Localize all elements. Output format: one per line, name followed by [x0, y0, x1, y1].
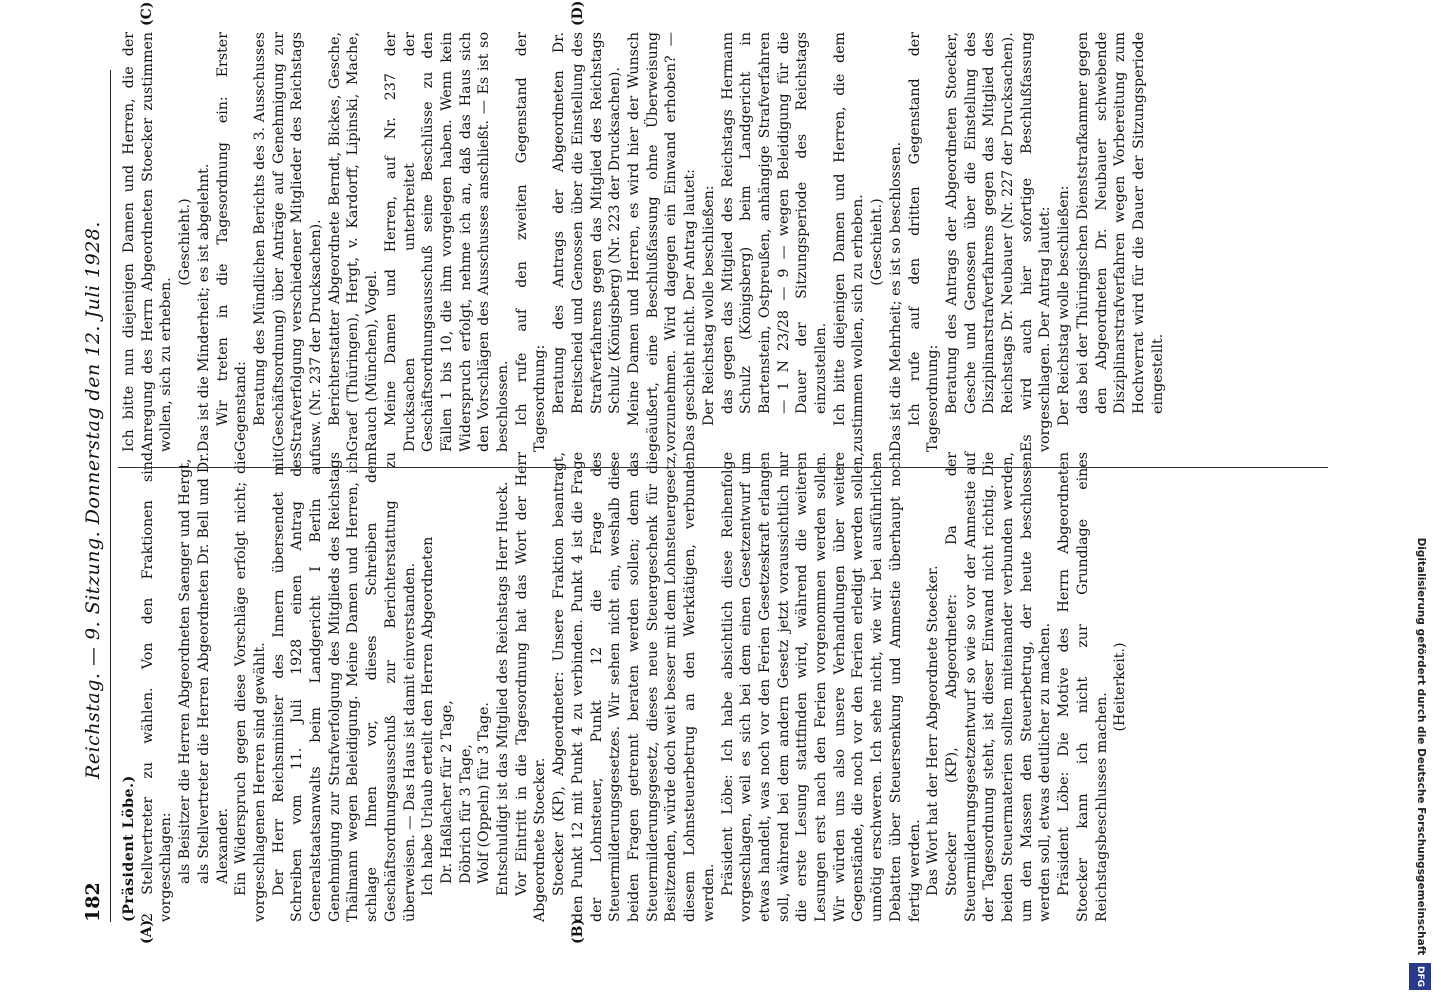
paragraph: Präsident Löbe: Ich habe absichtlich diese Reihenfolge vorgeschlagen, weil es sich bei dem einen Gesetzentwurf um etwas handelt, was noch vor den Ferien Gesetzeskraft erlangen soll, während bei dem andern Gesetz jetzt voraussichtlich nur die erste Lesung stattfinden wird, während die weiteren Lesungen erst nach den Ferien vorgenommen werden sollen. Wir würden uns also unsere Verhandlungen über weitere Gegenstände, die noch vor den Ferien erledigt werden sollen, unnötig erschweren. Ich sehe nicht, wie wir bei ausführlichen Debatten über Steuersenkung und Amnestie überhaupt noch fertig werden.: [719, 452, 923, 922]
margin-mark-d: (D): [570, 0, 586, 26]
paragraph: (Heiterkeit.): [1112, 642, 1129, 732]
paragraph: Entschuldigt ist das Mitglied des Reichstags Herr Hueck.: [495, 481, 512, 896]
paragraph: Beratung des Antrags der Abgeordneten Dr. Breitscheid und Genossen über die Einstellung des Strafverfahrens gegen das Mitglied des Reichstags Schulz (Königsberg) (Nr. 223 der Drucksachen).: [551, 32, 624, 414]
paragraph: Meine Damen und Herren, auf Nr. 237 der Drucksachen unterbreitet der Geschäftsordnungsausschuß seine Beschlüsse zu den Fällen 1 bis 10, die ihm vorgelegen haben. Wenn kein Widerspruch erfolgt, nehme ich an, daß das Haus sich den Vorschlägen des Ausschusses anschließt. — Es ist so beschlossen.: [382, 32, 512, 452]
right-column: [120, 32, 1167, 452]
margin-mark-b: (B): [570, 918, 586, 944]
paragraph: Wir treten in die Tagesordnung ein: Erster Gegenstand:: [214, 32, 250, 452]
paragraph: Berichterstatter Abgeordnete Berndt, Bickes, Gesche, Graef (Thüringen), Hergt, v. Kardorff, Lipinski, Mache, Rauch (München), Vogel.: [326, 32, 381, 452]
page-title: Reichstag. — 9. Sitzung. Donnerstag den 12. Juli 1928.: [82, 221, 104, 779]
paragraph: Meine Damen und Herren, es wird hier der Wunsch geäußert, eine Beschlußfassung ohne Überweisung vorzunehmen. Wird dagegen ein Einwand erhoben? — Das geschieht nicht. Der Antrag lautet:: [625, 32, 699, 452]
margin-mark-c: (C): [139, 1, 155, 26]
paragraph: Döbrich für 3 Tage,: [457, 744, 474, 884]
paragraph: Das ist die Minderheit; es ist abgelehnt.: [195, 163, 212, 452]
paragraph: Stoecker (KP), Abgeordneter: Unsere Fraktion beantragt, den Punkt 12 mit Punkt 4 zu verbinden. Punkt 4 ist die Frage der Lohnsteuer, Punkt 12 die Frage des Steuermilderungsgesetzes. Wir sehen nicht ein, weshalb diese beiden Fragen getrennt beraten werden sollen; denn das Steuermilderungsgesetz, dieses neue Steuergeschenk für die Besitzenden, würde doch weit besser mit dem Lohnsteuergesetz, diesem Lohnsteuerbetrug an den Werktätigen, verbunden werden.: [551, 452, 717, 922]
margin-mark-a: (A): [139, 919, 155, 944]
paragraph: (Geschieht.): [177, 198, 194, 286]
paragraph: Ich rufe auf den zweiten Gegenstand der Tagesordnung:: [513, 32, 549, 452]
paragraph: Ich bitte diejenigen Damen und Herren, die dem zustimmen wollen, sich zu erheben.: [831, 32, 867, 452]
paragraph: Beratung des Mündlichen Berichts des 3. Ausschusses (Geschäftsordnung) über Anträge auf Genehmigung zur Strafverfolgung verschiedener Mitglieder des Reichstags usw. (Nr. 237 der Drucksachen).: [251, 32, 325, 452]
paragraph: das bei der Thüringischen Dienststrafkammer gegen den Abgeordneten Dr. Neubauer schwebende Disziplinarstrafverfahren wegen Vorbereitung zum Hochverrat wird für die Dauer der Sitzungsperiode eingestellt.: [1074, 32, 1166, 414]
paragraph: Der Reichstag wolle beschließen:: [700, 185, 717, 426]
paragraph: Das ist die Mehrheit; es ist so beschlossen.: [887, 141, 904, 452]
paragraph: Vor Eintritt in die Tagesordnung hat das Wort der Herr Abgeordnete Stoecker.: [513, 452, 549, 922]
digitization-stamp: [1410, 10, 1432, 990]
dfg-logo: DFG: [1409, 963, 1431, 990]
header-rule: [110, 70, 111, 922]
paragraph: Ich rufe auf den dritten Gegenstand der Tagesordnung:: [906, 32, 942, 452]
paragraph: Der Herr Reichsminister des Innern übersendet mit Schreiben vom 11. Juli 1928 einen Antrag des Generalstaatsanwalts beim Landgericht I Berlin auf Genehmigung zur Strafverfolgung des Mitglieds des Reichstags Thälmann wegen Beleidigung. Meine Damen und Herren, ich schlage Ihnen vor, dieses Schreiben dem Geschäftsordnungsausschuß zur Berichterstattung zu überweisen. — Das Haus ist damit einverstanden.: [270, 452, 418, 922]
stamp-text: Digitalisierung gefördert durch die Deutsche Forschungsgemeinschaft: [1415, 537, 1427, 956]
paragraph: das gegen das Mitglied des Reichstags Hermann Schulz (Königsberg) beim Landgericht in Bartenstein, Ostpreußen, anhängige Strafverfahren — 1 N 23/28 — 9 — wegen Beleidigung für die Dauer der Sitzungsperiode des Reichstags einzustellen.: [719, 32, 830, 414]
page-number: 182: [82, 882, 104, 922]
paragraph: Dr. Haßlacher für 2 Tage,: [438, 700, 455, 884]
paragraph: (Präsident Löbe.): [121, 775, 137, 922]
paragraph: als Beisitzer die Herren Abgeordneten Saenger und Hergt,: [177, 458, 194, 884]
paragraph: (Geschieht.): [869, 198, 886, 286]
paragraph: Es wird auch hier sofortige Beschlußfassung vorgeschlagen. Der Antrag lautet:: [1018, 32, 1054, 452]
paragraph: Das Wort hat der Herr Abgeordnete Stoecker.: [925, 565, 942, 896]
paragraph: Stoecker (KP), Abgeordneter: Da der Steuermilderungsgesetzentwurf so wie so vor der Amnestie auf der Tagesordnung steht, ist dieser Einwand nicht richtig. Die beiden Steuermaterien sollten miteinander verbunden werden, um den Massen den Steuerbetrug, der heute beschlossen werden soll, etwas deutlicher zu machen.: [943, 452, 1054, 922]
page-header: [0, 0, 104, 1000]
paragraph: Ich habe Urlaub erteilt den Herren Abgeordneten: [420, 536, 437, 896]
paragraph: 2 Stellvertreter zu wählen. Von den Fraktionen sind vorgeschlagen:: [139, 452, 175, 922]
column-divider: [118, 467, 1328, 468]
paragraph: Wolf (Oppeln) für 3 Tage.: [476, 702, 493, 884]
paragraph: Ein Widerspruch gegen diese Vorschläge erfolgt nicht; die vorgeschlagenen Herren sind gewählt.: [233, 452, 268, 922]
left-column: [120, 452, 1130, 922]
paragraph: Ich bitte nun diejenigen Damen und Herren, die der Anregung des Herrn Abgeordneten Stoecker zustimmen wollen, sich zu erheben.: [121, 32, 175, 452]
paragraph: Der Reichstag wolle beschließen:: [1056, 185, 1073, 426]
paragraph: Präsident Löbe: Die Motive des Herrn Abgeordneten Stoecker kann ich nicht zur Grundlage eines Reichstagsbeschlusses machen.: [1056, 452, 1110, 922]
paragraph: Beratung des Antrags der Abgeordneten Stoecker, Gesche und Genossen über die Einstellung des Disziplinarstrafverfahrens gegen das Mitglied des Reichstags Dr. Neubauer (Nr. 227 der Drucksachen).: [943, 32, 1017, 414]
paragraph: als Stellvertreter die Herren Abgeordneten Dr. Bell und Dr. Alexander.: [195, 452, 231, 884]
